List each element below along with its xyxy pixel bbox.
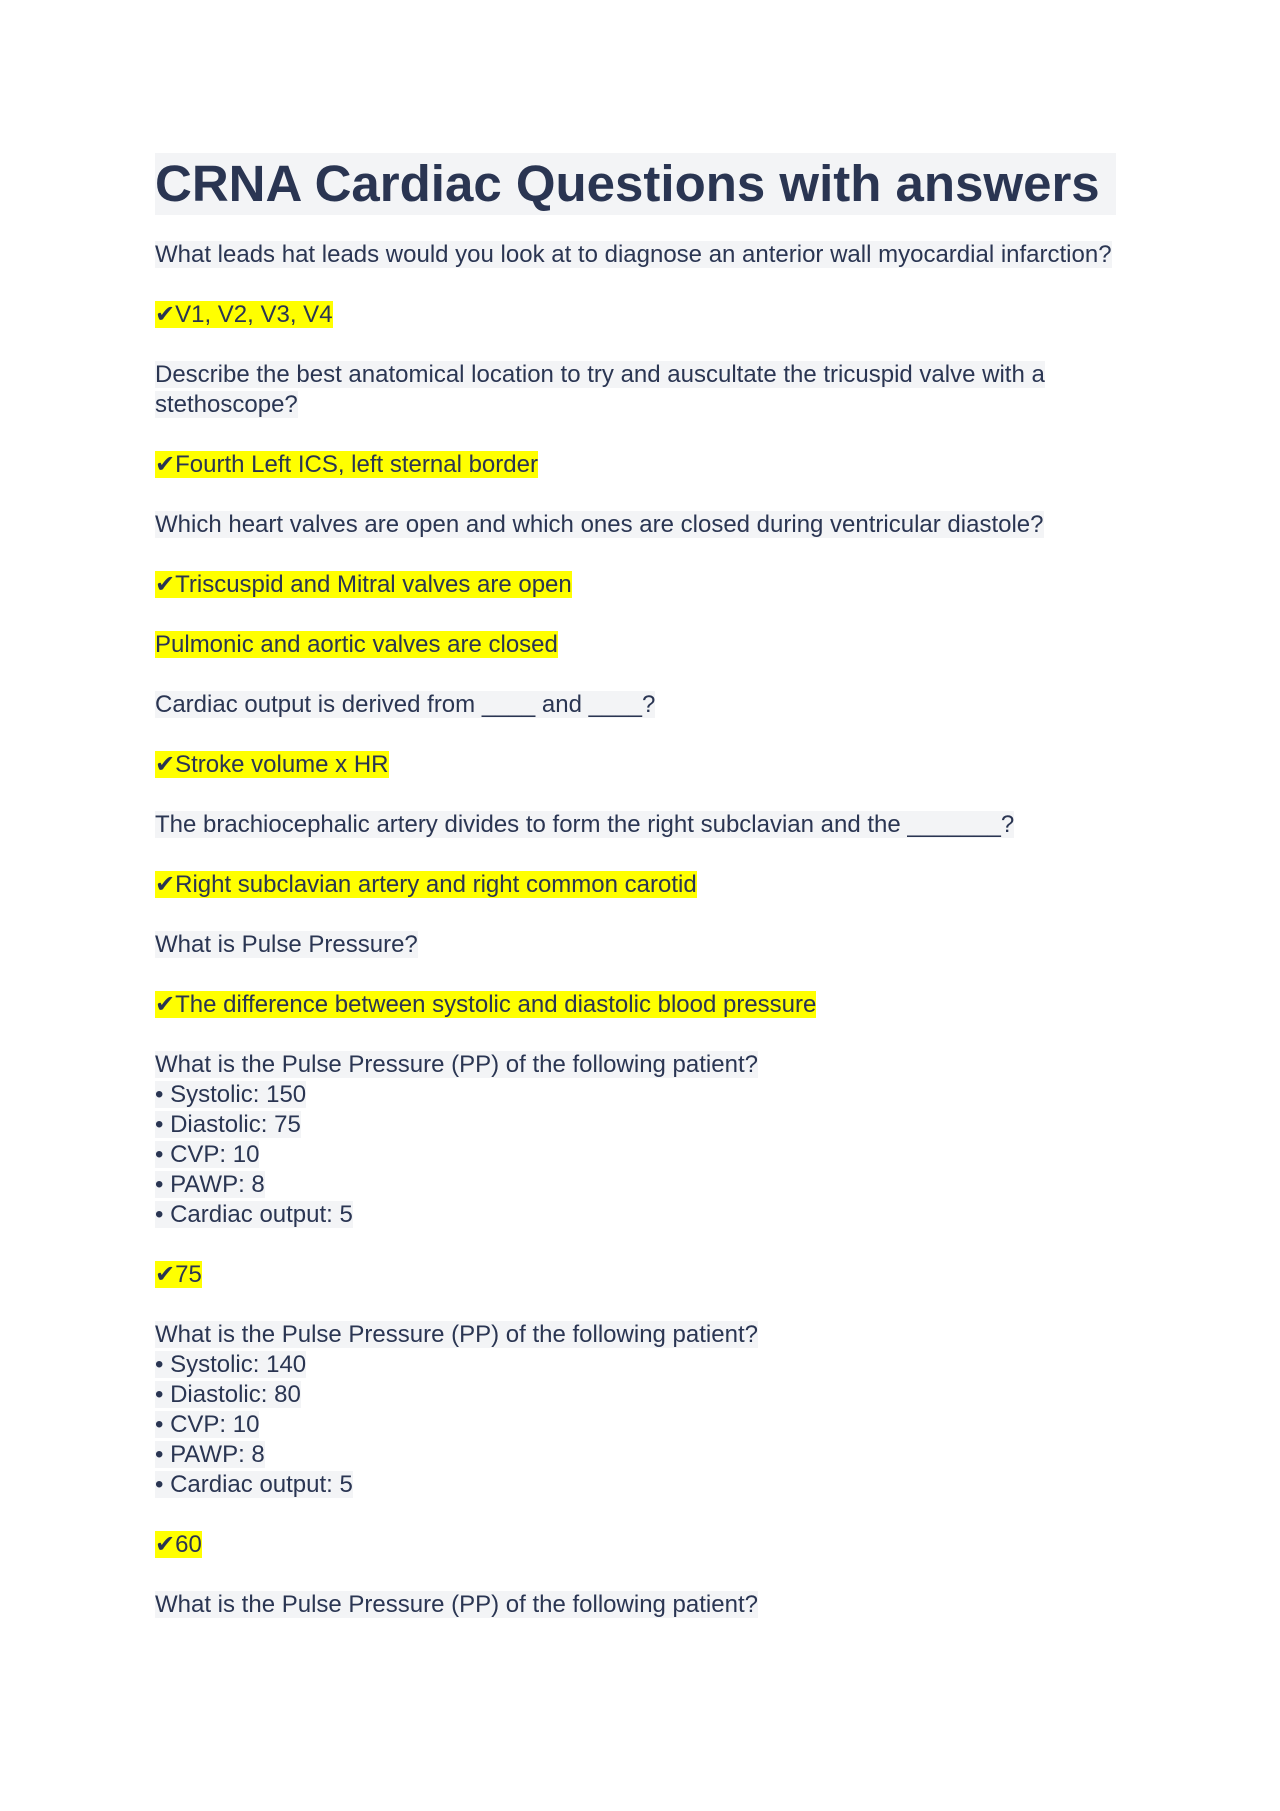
patient-question [155, 1050, 1135, 1230]
question-label: Describe the best anatomical location to try and auscultate the tricuspid valve with a stethoscope? [155, 361, 1045, 418]
question-text [155, 690, 1135, 720]
bullet-text: • Diastolic: 75 [155, 1111, 301, 1138]
answer-highlight: ✔75 [155, 1261, 202, 1288]
patient-values-list [155, 1080, 1135, 1230]
question-label: What leads hat leads would you look at to diagnose an anterior wall myocardial infarction? [155, 241, 1112, 268]
question-text [155, 360, 1135, 420]
answer-highlight: ✔Right subclavian artery and right common carotid [155, 871, 697, 898]
answer-text [155, 750, 1135, 780]
answer-highlight: Pulmonic and aortic valves are closed [155, 631, 558, 658]
patient-question [155, 1320, 1135, 1500]
list-item [155, 1200, 1135, 1230]
bullet-text: • PAWP: 8 [155, 1441, 265, 1468]
list-item [155, 1410, 1135, 1440]
bullet-text: • CVP: 10 [155, 1141, 260, 1168]
bullet-text: • Cardiac output: 5 [155, 1201, 353, 1228]
answer-text [155, 870, 1135, 900]
question-text [155, 510, 1135, 540]
patient-values-list [155, 1350, 1135, 1500]
answer-text [155, 450, 1135, 480]
question-label: What is the Pulse Pressure (PP) of the following patient? [155, 1591, 758, 1618]
list-item [155, 1170, 1135, 1200]
answer-highlight: ✔The difference between systolic and diastolic blood pressure [155, 991, 817, 1018]
list-item [155, 1440, 1135, 1470]
question-label: Cardiac output is derived from ____ and ____? [155, 691, 656, 718]
answer-highlight: ✔Fourth Left ICS, left sternal border [155, 451, 538, 478]
bullet-text: • PAWP: 8 [155, 1171, 265, 1198]
question-text [155, 810, 1135, 840]
question-label: What is the Pulse Pressure (PP) of the following patient? [155, 1321, 758, 1348]
question-label: What is the Pulse Pressure (PP) of the following patient? [155, 1051, 758, 1078]
question-text [155, 240, 1135, 270]
answer-text [155, 1530, 1135, 1560]
question-label: Which heart valves are open and which ones are closed during ventricular diastole? [155, 511, 1044, 538]
list-item [155, 1350, 1135, 1380]
list-item [155, 1080, 1135, 1110]
bullet-text: • Systolic: 140 [155, 1351, 307, 1378]
document-body [155, 153, 1135, 1650]
bullet-text: • Cardiac output: 5 [155, 1471, 353, 1498]
answer-text [155, 630, 1135, 660]
list-item [155, 1140, 1135, 1170]
bullet-text: • CVP: 10 [155, 1411, 260, 1438]
answer-highlight: ✔Stroke volume x HR [155, 751, 389, 778]
list-item [155, 1470, 1135, 1500]
answer-text [155, 570, 1135, 600]
answer-text [155, 300, 1135, 330]
answer-text [155, 990, 1135, 1020]
answer-highlight: ✔Triscuspid and Mitral valves are open [155, 571, 572, 598]
patient-question [155, 1590, 1135, 1620]
answer-highlight: ✔60 [155, 1531, 202, 1558]
bullet-text: • Systolic: 150 [155, 1081, 307, 1108]
question-label: What is Pulse Pressure? [155, 931, 418, 958]
answer-highlight: ✔V1, V2, V3, V4 [155, 301, 333, 328]
question-text [155, 930, 1135, 960]
document-title: CRNA Cardiac Questions with answers [155, 153, 1116, 215]
answer-text [155, 1260, 1135, 1290]
bullet-text: • Diastolic: 80 [155, 1381, 301, 1408]
list-item [155, 1380, 1135, 1410]
list-item [155, 1110, 1135, 1140]
question-label: The brachiocephalic artery divides to form the right subclavian and the _______? [155, 811, 1015, 838]
